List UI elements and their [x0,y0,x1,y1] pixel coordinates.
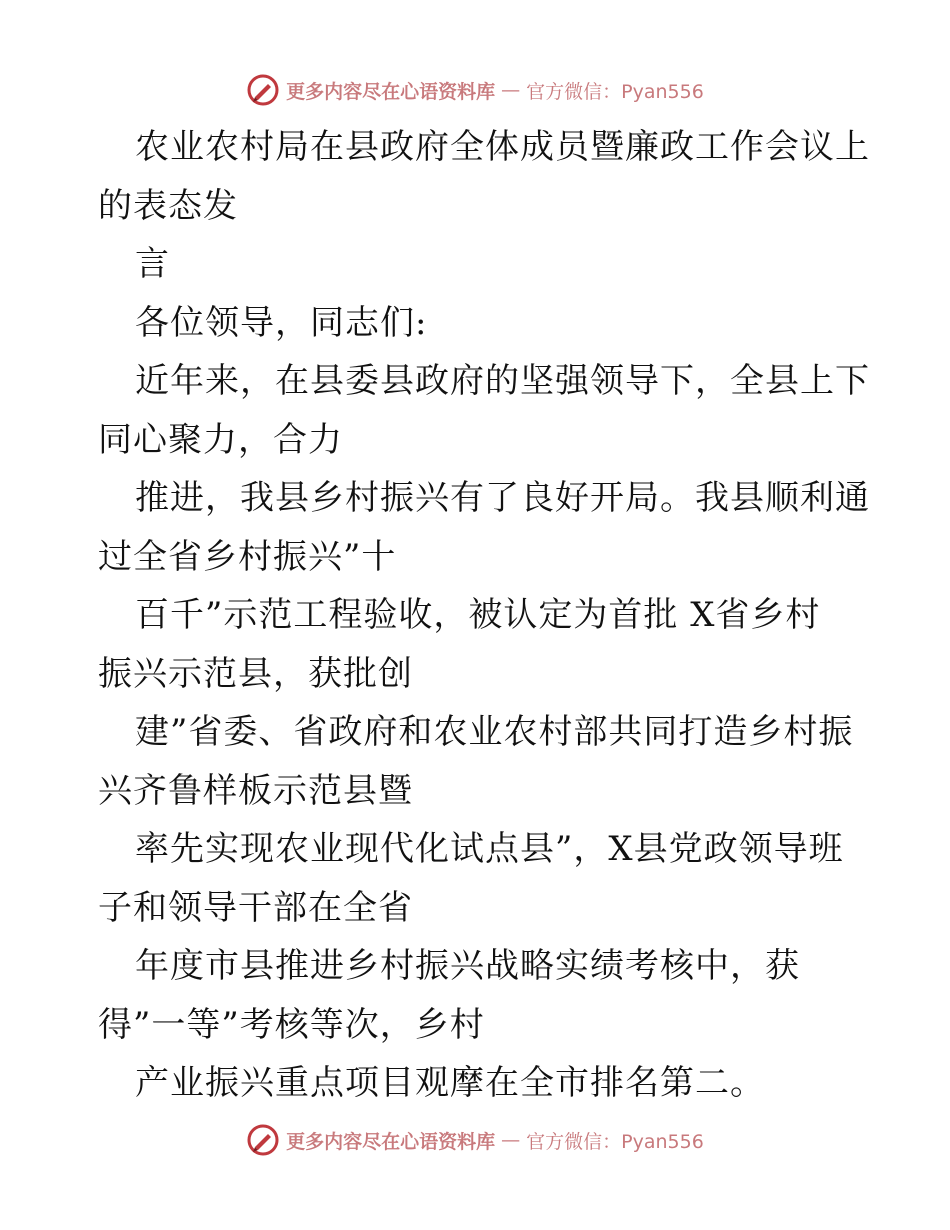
watermark-text: 更多内容尽在心语资料库 [286,1130,496,1153]
text-line: 推进，我县乡村振兴有了良好开局。我县顺利通 [135,478,870,518]
text-line: 百千”示范工程验收，被认定为首批 X省乡村 [135,595,821,635]
text-line: 近年来，在县委县政府的坚强领导下，全县上下 [135,361,870,401]
text-line: 振兴示范县，获批创 [98,653,413,694]
footer-watermark [0,1120,950,1160]
watermark-dash: — [501,1129,521,1151]
pen-logo-icon [246,1123,280,1157]
text-line: 子和领导干部在全省 [98,887,413,928]
text-line: 农业农村局在县政府全体成员暨廉政工作会议上 [135,127,870,167]
text-line: 得”一等”考核等次，乡村 [98,1004,485,1045]
text-line: 的表态发 [98,185,238,226]
text-line: 年度市县推进乡村振兴战略实绩考核中，获 [135,946,800,986]
document-body [98,118,870,1113]
text-line: 率先实现农业现代化试点县”，X县党政领导班 [135,829,844,869]
text-line: 同心聚力，合力 [98,419,343,460]
text-line: 言 [135,244,170,284]
text-line: 产业振兴重点项目观摩在全市排名第二。 [135,1063,765,1103]
header-watermark [0,70,950,110]
watermark-official: 官方微信：Pyan556 [526,80,704,103]
salutation: 各位领导，同志们: [135,302,428,343]
watermark-official: 官方微信：Pyan556 [526,1130,704,1153]
watermark-text: 更多内容尽在心语资料库 [286,80,496,103]
pen-logo-icon [246,73,280,107]
text-line: 过全省乡村振兴”十 [98,536,397,577]
watermark-dash: — [501,79,521,101]
text-line: 建”省委、省政府和农业农村部共同打造乡村振 [135,712,854,752]
text-line: 兴齐鲁样板示范县暨 [98,770,413,811]
